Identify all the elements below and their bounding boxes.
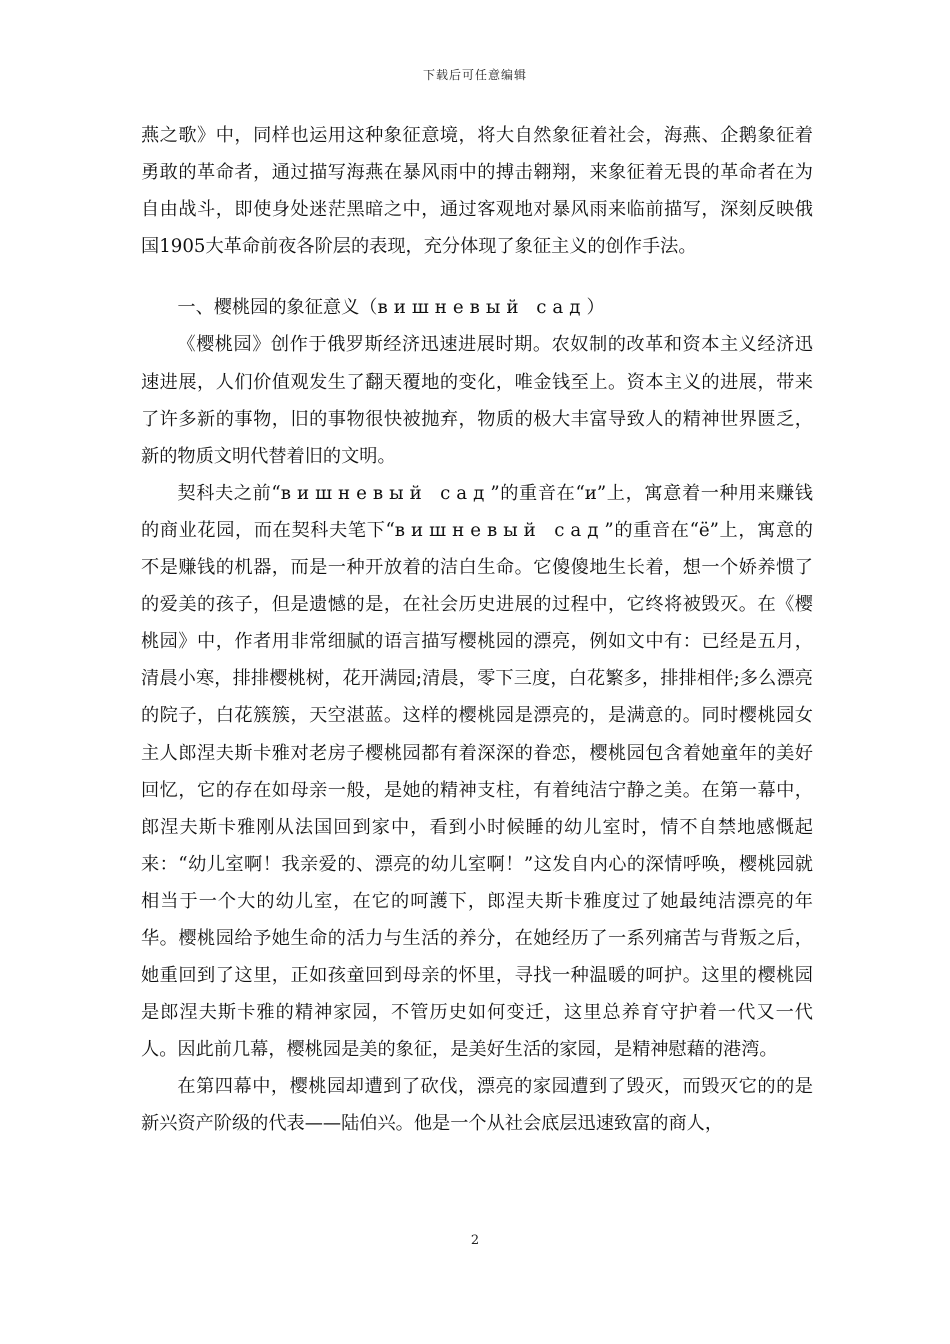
- page-header: 下载后可任意编辑: [422, 68, 527, 82]
- document-body: [141, 117, 813, 1143]
- para3-text-a: 契科夫之前“: [177, 482, 281, 504]
- section-heading: [141, 289, 813, 326]
- paragraph-3: [141, 475, 813, 1069]
- paragraph-2: 《樱桃园》创作于俄罗斯经济迅速进展时期。农奴制的改革和资本主义经济迅速进展，人们价值观发生了翻天覆地的变化，唯金钱至上。资本主义的进展，带来了许多新的事物，旧的事物很快被抛弃，物质的极大丰富导致人的精神世界匮乏，新的物质文明代替着旧的文明。: [141, 334, 813, 467]
- para3-text-c: ”的重音在“ё”上，寓意的不是赚钱的机器，而是一种开放着的洁白生命。它傻傻地生长着，想一个娇养惯了的爱美的孩子，但是遗憾的是，在社会历史进展的过程中，它终将被毁灭。在《樱桃园》中，作者用非常细腻的语言描写樱桃园的漂亮，例如文中有：已经是五月，清晨小寒，排排樱桃树，花开满园;清晨，零下三度，白花繁多，排排相伴;多么漂亮的院子，白花簇簇，天空湛蓝。这样的樱桃园是漂亮的，是满意的。同时樱桃园女主人郎涅夫斯卡雅对老房子樱桃园都有着深深的眷恋，樱桃园包含着她童年的美好回忆，它的存在如母亲一般，是她的精神支柱，有着纯洁宁静之美。在第一幕中，郎涅夫斯卡雅刚从法国回到家中，看到小时候睡的幼儿室时，情不自禁地感慨起来：“幼儿室啊！我亲爱的、漂亮的幼儿室啊！”这发自内心的深情呼唤，樱桃园就相当于一个大的幼儿室，在它的呵護下，郎涅夫斯卡雅度过了她最纯洁漂亮的年华。樱桃园给予她生命的活力与生活的养分，在她经历了一系列痛苦与背叛之后，她重回到了这里，正如孩童回到母亲的怀里，寻找一种温暖的呵护。这里的樱桃园是郎涅夫斯卡雅的精神家园，不管历史如何变迁，这里总养育守护着一代又一代人。因此前几幕，樱桃园是美的象征，是美好生活的家园，是精神慰藉的港湾。: [141, 519, 813, 1061]
- paragraph-4: 在第四幕中，樱桃园却遭到了砍伐，漂亮的家园遭到了毁灭，而毁灭它的的是新兴资产阶级的代表——陆伯兴。他是一个从社会底层迅速致富的商人，: [141, 1076, 813, 1135]
- para3-russian-1: вишневый сад: [280, 482, 491, 504]
- para3-russian-2: вишневый сад: [394, 519, 605, 541]
- heading-russian: вишневый сад: [377, 297, 587, 319]
- paragraph-1: 燕之歌》中，同样也运用这种象征意境，将大自然象征着社会，海燕、企鹅象征着勇敢的革命者，通过描写海燕在暴风雨中的搏击翱翔，来象征着无畏的革命者在为自由战斗，即使身处迷茫黑暗之中，通过客观地对暴风雨来临前描写，深刻反映俄国1905大革命前夜各阶层的表现，充分体现了象征主义的创作手法。: [141, 125, 813, 258]
- page-number: 2: [470, 1233, 480, 1248]
- heading-suffix: ）: [586, 297, 605, 319]
- heading-prefix: 一、樱桃园的象征意义（: [177, 297, 378, 319]
- para3-text-b: ”的重音在“и”上，寓意着一种用来赚钱的商业花园，而在契科夫笔下“: [141, 482, 813, 541]
